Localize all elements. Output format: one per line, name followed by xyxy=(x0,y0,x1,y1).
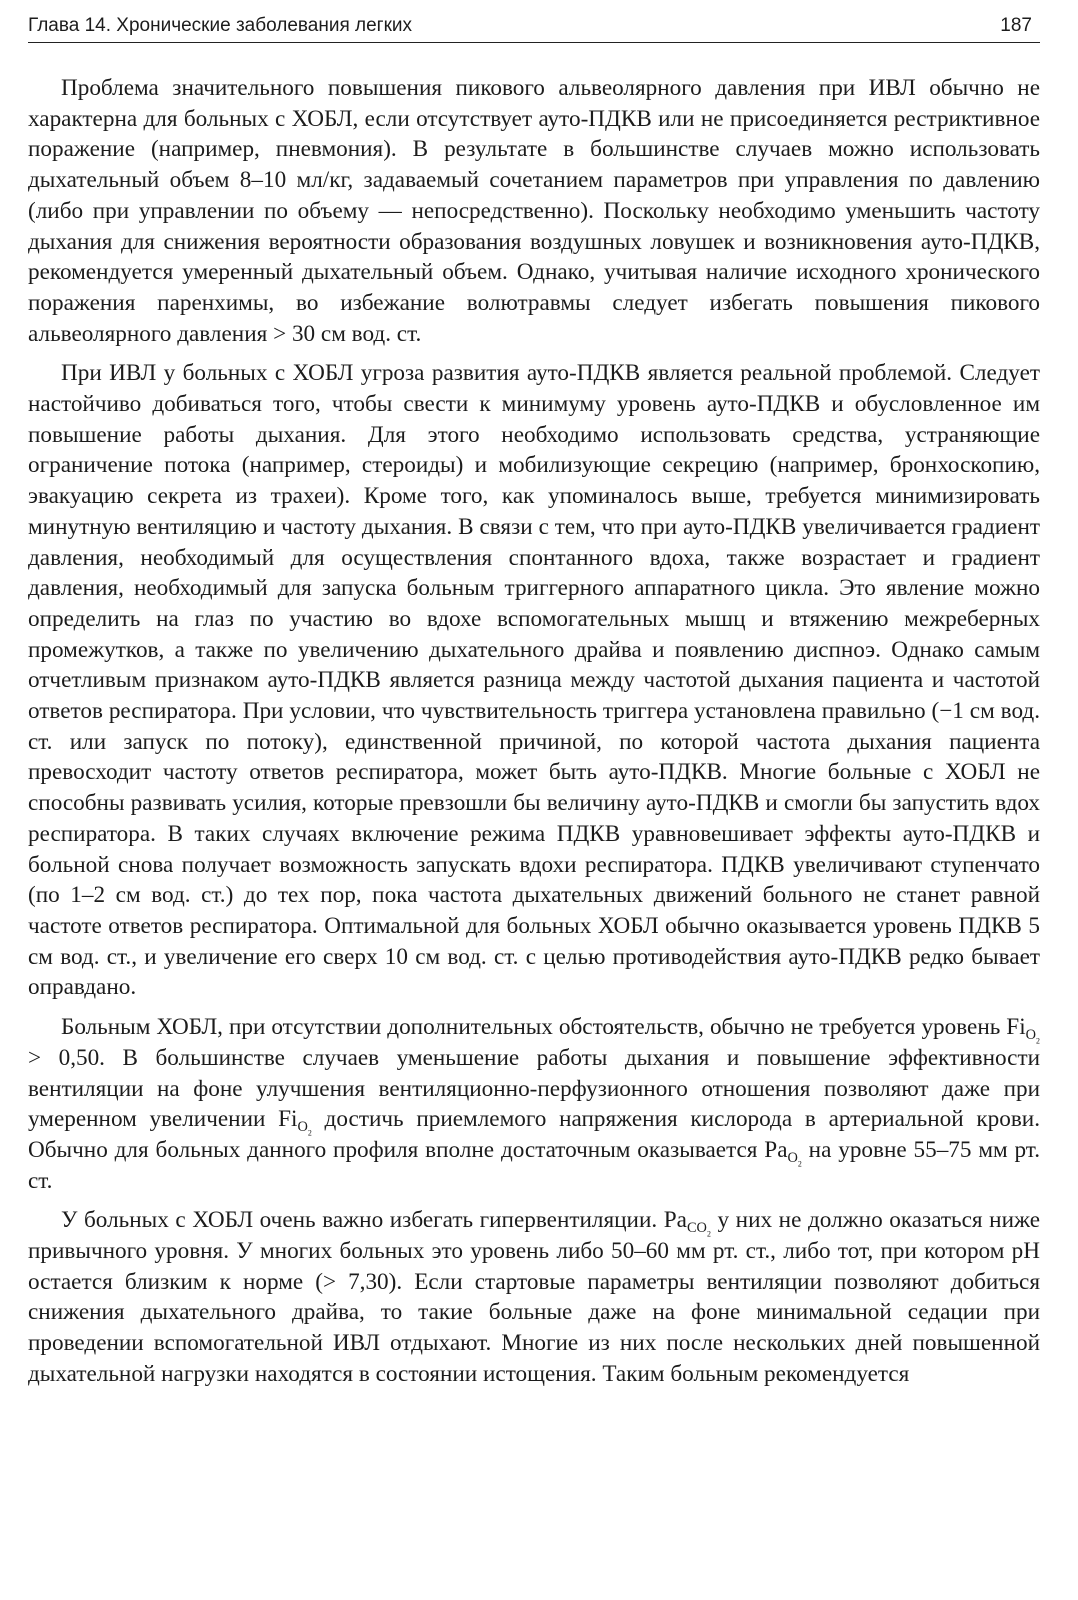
running-header xyxy=(28,14,1040,43)
page-number: 187 xyxy=(1000,15,1032,36)
fio2-subscript: O2 xyxy=(1025,1027,1040,1046)
paco2-subscript: CO2 xyxy=(686,1220,711,1239)
paragraph-2: При ИВЛ у больных с ХОБЛ угроза развития ауто-ПДКВ является реальной проблемой. Следует настойчиво добиваться того, чтобы свести к минимуму уровень ауто-ПДКВ и обусловленное им повышение работы дыхания. Для этого необходимо использовать средства, устраняющие ограничение потока (например, стероиды) и мобилизующие секрецию (например, бронхоскопию, эвакуацию секрета из трахеи). Кроме того, как упоминалось выше, требуется минимизировать минутную вентиляцию и частоту дыхания. В связи с тем, что при ауто-ПДКВ увеличивается градиент давления, необходимый для осуществления спонтанного вдоха, также возрастает и градиент давления, необходимый для запуска больным триггерного аппаратного цикла. Это явление можно определить на глаз по участию во вдохе вспомогательных мышц и втяжению межреберных промежутков, а также по увеличению дыхательного драйва и появлению диспноэ. Однако самым отчетливым признаком ауто-ПДКВ является разница между частотой дыхания пациента и частотой ответов респиратора. При условии, что чувствительность триггера установлена правильно (−1 см вод. ст. или запуск по потоку), единственной причиной, по которой частота дыхания пациента превосходит частоту ответов респиратора, может быть ауто-ПДКВ. Многие больные с ХОБЛ не способны развивать усилия, которые превзошли бы величину ауто-ПДКВ и смогли бы запустить вдох респиратора. В таких случаях включение режима ПДКВ уравновешивает эффекты ауто-ПДКВ и больной снова получает возможность запускать вдохи респиратора. ПДКВ увеличивают ступенчато (по 1–2 см вод. ст.) до тех пор, пока частота дыхательных движений больного не станет равной частоте ответов респиратора. Оптимальной для больных ХОБЛ обычно оказывается уровень ПДКВ 5 см вод. ст., и увеличение его сверх 10 см вод. ст. с целью противодействия ауто-ПДКВ редко бывает оправдано. xyxy=(28,360,1040,1001)
pao2-subscript: O2 xyxy=(787,1149,802,1169)
paragraph-3-part-3: достичь приемлемого напряжения кислорода в артериальной крови. Обычно для больных данного профиля вполне достаточным оказывается Pa xyxy=(28,1106,1040,1163)
paragraph-1: Проблема значительного повышения пикового альвеолярного давления при ИВЛ обычно не характерна для больных с ХОБЛ, если отсутствует ауто-ПДКВ или не присоединяется рестриктивное поражение (например, пневмония). В результате в большинстве случаев можно использовать дыхательный объем 8–10 мл/кг, задаваемый сочетанием параметров при управления по давлению (либо при управлении по объему — непосредственно). Поскольку необходимо уменьшить частоту дыхания для снижения вероятности образования воздушных ловушек и возникновения ауто-ПДКВ, рекомендуется умеренный дыхательный объем. Однако, учитывая наличие исходного хронического поражения паренхимы, во избежание волютравмы следует избегать повышения пикового альвеолярного давления > 30 см вод. ст. xyxy=(28,75,1040,347)
paragraph-4 xyxy=(28,1205,1040,1389)
paragraph-4-part-2: у них не должно оказаться ниже привычного уровня. У многих больных это уровень либо 50–60 мм рт. ст., либо тот, при котором pH остается близким к норме (> 7,30). Если стартовые параметры вентиляции позволяют добиться снижения дыхательного драйва, то такие больные даже на фоне минимальной седации при проведении вспомогательной ИВЛ отдыхают. Многие из них после нескольких дней повышенной дыхательной нагрузки находятся в состоянии истощения. Таким больным рекомендуется xyxy=(28,1207,1040,1387)
paragraph-3-part-4: на уровне 55–75 мм рт. ст. xyxy=(28,1136,1040,1194)
book-page xyxy=(28,14,1040,1390)
paragraph-4-part-1: У больных с ХОБЛ очень важно избегать гипервентиляции. Pa xyxy=(61,1207,687,1234)
chapter-title: Глава 14. Хронические заболевания легких xyxy=(28,15,413,36)
paragraph-3-part-2: > 0,50. В большинстве случаев уменьшение работы дыхания и повышение эффективности вентиляции на фоне улучшения вентиляционно-перфузионного отношения позволяют даже при умеренном увеличении Fi xyxy=(28,1044,1040,1133)
fio2-subscript: O2 xyxy=(297,1119,312,1138)
paragraph-3 xyxy=(28,1012,1040,1196)
body-text xyxy=(28,73,1040,1390)
paragraph-3-part-1: Больным ХОБЛ, при отсутствии дополнительных обстоятельств, обычно не требуется уровень Fi xyxy=(61,1014,1026,1041)
